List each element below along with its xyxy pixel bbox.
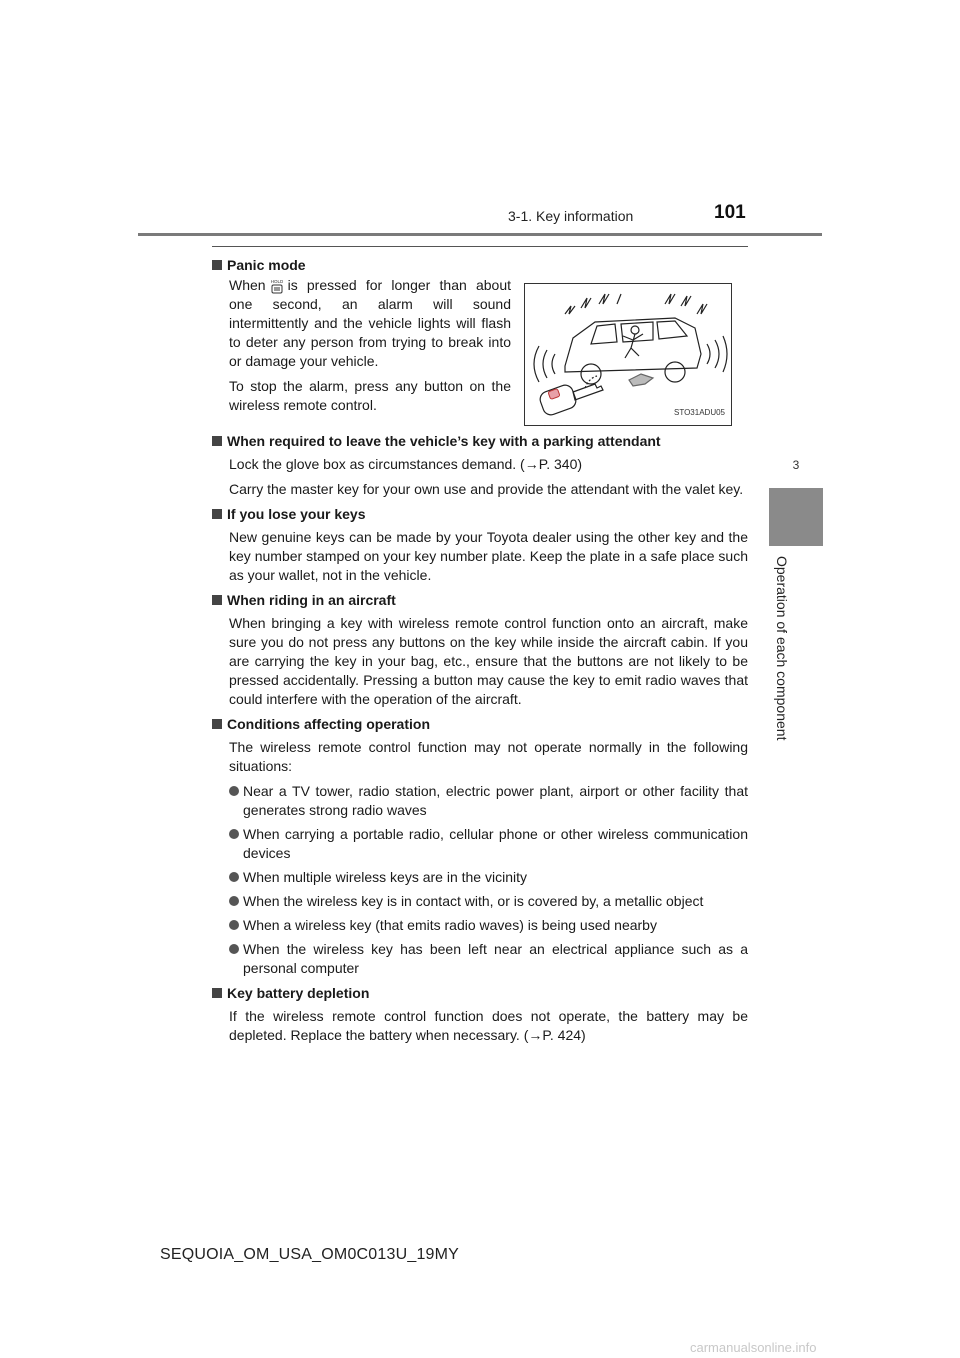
attendant-section: [212, 432, 748, 499]
chapter-title: Operation of each component: [774, 556, 790, 741]
hold-button-icon: [269, 278, 285, 294]
header-section-title: 3-1. Key information: [508, 208, 634, 224]
battery-title: Key battery depletion: [212, 984, 748, 1003]
watermark: carmanualsonline.info: [690, 1340, 817, 1355]
list-item: When multiple wireless keys are in the vicinity: [229, 868, 748, 887]
lose-keys-title: If you lose your keys: [212, 505, 748, 524]
list-item: When the wireless key is in contact with, or is covered by, a metallic object: [229, 892, 748, 911]
aircraft-title: When riding in an aircraft: [212, 591, 748, 610]
panic-illustration: [524, 283, 732, 426]
conditions-section: [212, 715, 748, 978]
attendant-title: When required to leave the vehicle’s key with a parking attendant: [212, 432, 748, 451]
list-item: When carrying a portable radio, cellular phone or other wireless communication devices: [229, 825, 748, 863]
panic-mode-section: [212, 256, 748, 424]
figure-code: STO31ADU05: [674, 408, 725, 417]
conditions-title: Conditions affecting operation: [212, 715, 748, 734]
panic-mode-paragraph: [229, 276, 511, 371]
aircraft-section: [212, 591, 748, 709]
panic-mode-text: [229, 276, 511, 421]
panic-stop-paragraph: To stop the alarm, press any button on the wireless remote control.: [229, 378, 511, 413]
svg-text:HOLD: HOLD: [270, 279, 283, 284]
main-content: [212, 256, 748, 1051]
attendant-paragraph-1: Lock the glove box as circumstances demand. (→P. 340): [229, 456, 583, 472]
aircraft-paragraph: When bringing a key with wireless remote control function onto an aircraft, make sure you do not press any buttons on the key while inside the aircraft cabin. If you are carrying the key in your bag, etc., ensure that the buttons are not likely to be pressed accidentally. Pressing a button may cause the key to emit radio waves that could interfere with the operation of the aircraft.: [229, 615, 748, 707]
panic-mode-title: Panic mode: [212, 256, 748, 275]
header-rule: [138, 233, 822, 236]
chapter-number: 3: [792, 458, 800, 472]
battery-paragraph: If the wireless remote control function does not operate, the battery may be depleted. Replace the battery when necessary. (→P. 424): [229, 1008, 748, 1043]
list-item: When a wireless key (that emits radio waves) is being used nearby: [229, 916, 748, 935]
panic-text-before: When: [229, 277, 266, 293]
lose-keys-paragraph: New genuine keys can be made by your Toyota dealer using the other key and the key number stamped on your key number plate. Keep the plate in a safe place such as your wallet, not in the vehicle.: [229, 529, 748, 583]
page-number: 101: [714, 202, 746, 223]
panic-text-after: is pressed for longer than about one second, an alarm will sound intermittently and the vehicle lights will flash to deter any person from trying to break into or damage your vehicle.: [229, 277, 511, 369]
attendant-paragraph-2: Carry the master key for your own use and provide the attendant with the valet key.: [229, 481, 744, 497]
conditions-paragraph: The wireless remote control function may not operate normally in the following situations:: [229, 739, 748, 774]
list-item: When the wireless key has been left near an electrical appliance such as a personal computer: [229, 940, 748, 978]
document-code: SEQUOIA_OM_USA_OM0C013U_19MY: [160, 1246, 460, 1263]
list-item: Near a TV tower, radio station, electric power plant, airport or other facility that generates strong radio waves: [229, 782, 748, 820]
lose-keys-section: [212, 505, 748, 585]
chapter-tab: [769, 488, 823, 546]
battery-section: [212, 984, 748, 1045]
content-rule: [212, 246, 748, 247]
